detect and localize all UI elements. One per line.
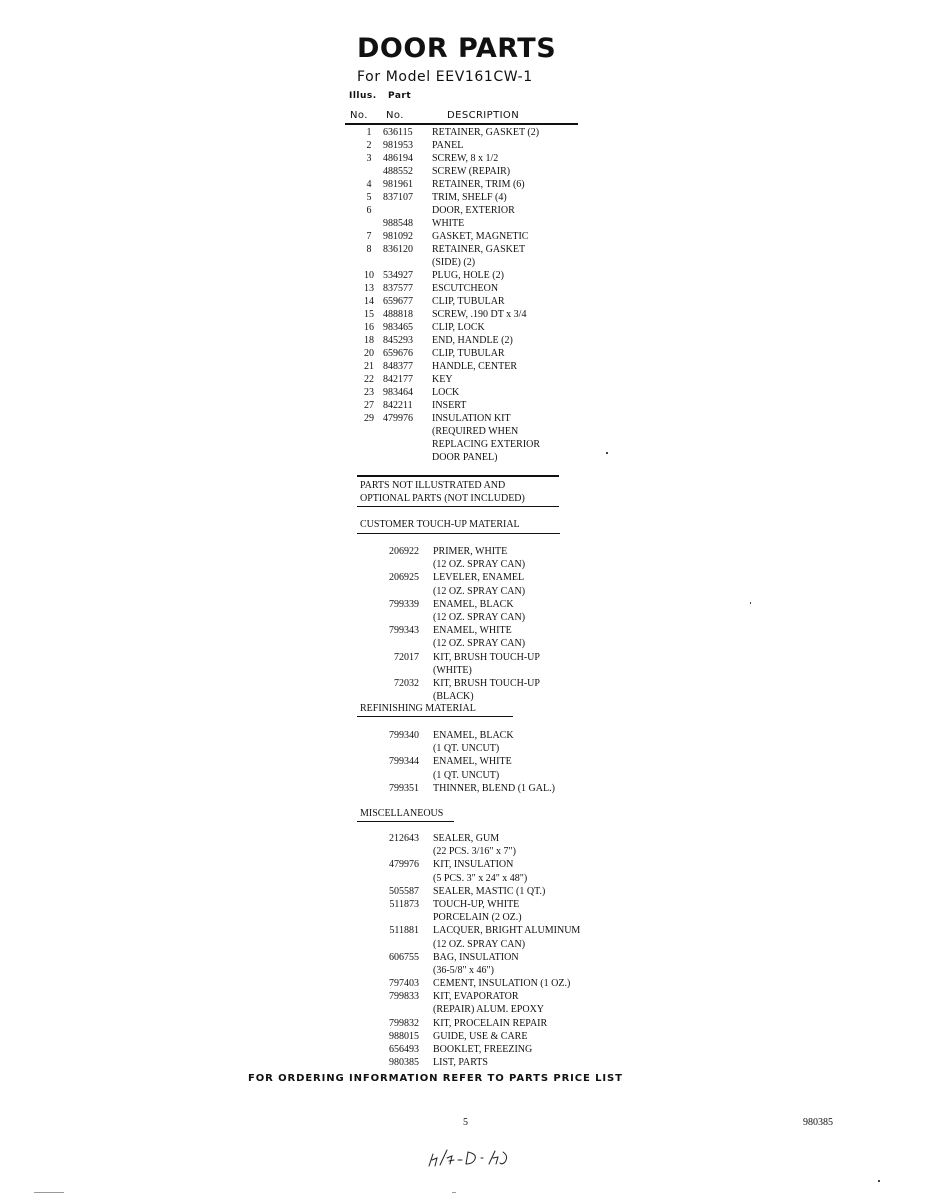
table-row [360, 178, 620, 191]
table-row [360, 139, 620, 152]
part-number: 799833 [389, 991, 419, 1003]
table-row [360, 191, 620, 204]
list-item [383, 872, 623, 885]
col-header-illus: Illus. [349, 91, 377, 101]
part-description: THINNER, BLEND (1 GAL.) [433, 782, 555, 794]
part-description: GASKET, MAGNETIC [432, 231, 529, 242]
page-title: DOOR PARTS [357, 33, 557, 64]
table-row [360, 386, 620, 399]
list-item [383, 677, 623, 690]
part-number: 799351 [389, 782, 419, 794]
table-row [360, 360, 620, 373]
part-description: KIT, PROCELAIN REPAIR [433, 1017, 548, 1029]
list-item [383, 832, 623, 845]
scan-speck [606, 452, 608, 454]
illus-number: 4 [366, 179, 372, 190]
list-item [383, 558, 623, 571]
part-description: SCREW (REPAIR) [432, 166, 511, 177]
list-item [383, 1043, 623, 1056]
table-row [360, 126, 620, 139]
part-number: 981953 [383, 140, 413, 151]
part-number: 72032 [394, 677, 419, 689]
list-item [383, 571, 623, 584]
part-description: CLIP, TUBULAR [432, 296, 505, 307]
part-number: 799344 [389, 756, 419, 768]
part-description: (5 PCS. 3" x 24" x 48") [433, 872, 528, 884]
part-description: ENAMEL, BLACK [433, 598, 514, 610]
part-number: 988015 [389, 1030, 419, 1042]
table-row [360, 204, 620, 217]
list-item [383, 964, 623, 977]
part-description: KIT, EVAPORATOR [433, 991, 519, 1003]
part-number: 206922 [389, 546, 419, 557]
part-description: REPLACING EXTERIOR [432, 439, 541, 450]
list-item [383, 651, 623, 664]
part-description: HANDLE, CENTER [432, 361, 517, 372]
ordering-note: FOR ORDERING INFORMATION REFER TO PARTS PRICE LIST [248, 1073, 623, 1084]
list-item [383, 729, 623, 742]
part-number: 836120 [383, 244, 413, 255]
part-description: SEALER, GUM [433, 833, 500, 844]
part-description: DOOR, EXTERIOR [432, 205, 515, 216]
list-item [383, 951, 623, 964]
part-number: 848377 [383, 361, 413, 372]
header-rule [345, 123, 578, 125]
list-item [383, 938, 623, 951]
part-description: LIST, PARTS [433, 1057, 488, 1069]
part-description: ENAMEL, WHITE [433, 756, 512, 768]
table-row [360, 295, 620, 308]
part-description: TRIM, SHELF (4) [432, 192, 507, 203]
part-description: LEVELER, ENAMEL [433, 572, 525, 584]
part-description: (12 OZ. SPRAY CAN) [433, 585, 526, 597]
list-item [383, 637, 623, 650]
table-row [360, 347, 620, 360]
table-row [360, 230, 620, 243]
touchup-rule [357, 533, 560, 534]
list-item [383, 924, 623, 937]
part-number: 72017 [394, 651, 419, 663]
illus-number: 23 [364, 387, 374, 398]
table-row [360, 373, 620, 386]
part-description: (BLACK) [433, 691, 474, 703]
part-description: END, HANDLE (2) [432, 335, 513, 346]
part-number: 534927 [383, 270, 413, 281]
part-description: (12 OZ. SPRAY CAN) [433, 559, 526, 571]
part-number: 842177 [383, 374, 413, 385]
illus-number: 15 [364, 309, 374, 320]
list-item [383, 585, 623, 598]
illus-number: 18 [364, 335, 374, 346]
list-item [383, 885, 623, 898]
part-description: (REQUIRED WHEN [432, 426, 519, 437]
part-description: (36-5/8" x 46") [433, 964, 494, 976]
misc-heading: MISCELLANEOUS [360, 808, 444, 819]
part-number: 981961 [383, 179, 413, 190]
col-header-part: Part [388, 91, 412, 101]
part-number: 486194 [383, 153, 413, 164]
part-number: 488552 [383, 166, 413, 177]
part-number: 983465 [383, 322, 413, 333]
part-description: SCREW, 8 x 1/2 [432, 153, 499, 164]
list-item [383, 1056, 623, 1069]
misc-list [383, 832, 623, 1069]
list-item [383, 911, 623, 924]
list-item [383, 845, 623, 858]
list-item [383, 611, 623, 624]
part-number: 842211 [383, 400, 413, 411]
part-description: INSERT [432, 400, 467, 411]
model-subtitle: For Model EEV161CW-1 [357, 69, 533, 85]
part-description: KIT, BRUSH TOUCH-UP [433, 677, 540, 689]
part-number: 212643 [389, 833, 419, 844]
illus-number: 8 [366, 244, 372, 255]
list-item [383, 1017, 623, 1030]
illus-number: 20 [364, 348, 374, 359]
part-description: KIT, BRUSH TOUCH-UP [433, 651, 540, 663]
table-row [360, 152, 620, 165]
illus-number: 21 [364, 361, 374, 372]
table-row [360, 399, 620, 412]
illus-number: 27 [364, 400, 374, 411]
part-number: 837107 [383, 192, 413, 203]
part-description: (1 QT. UNCUT) [433, 769, 500, 781]
part-description: TOUCH-UP, WHITE [433, 898, 520, 910]
col-header-part-no: No. [386, 110, 404, 121]
part-number: 659676 [383, 348, 413, 359]
part-description: SEALER, MASTIC (1 QT.) [433, 885, 546, 897]
table-row [360, 308, 620, 321]
illus-number: 13 [364, 283, 374, 294]
not-illustrated-note [360, 479, 525, 505]
part-description: PORCELAIN (2 OZ.) [433, 912, 522, 924]
part-description: (12 OZ. SPRAY CAN) [433, 611, 526, 623]
refinishing-list [383, 729, 623, 795]
part-description: CEMENT, INSULATION (1 OZ.) [433, 978, 571, 990]
scan-speck [452, 1192, 456, 1193]
refinishing-rule [357, 716, 513, 717]
table-row [360, 425, 620, 438]
list-item [383, 977, 623, 990]
part-number: 479976 [389, 859, 419, 871]
part-description: RETAINER, GASKET [432, 244, 526, 255]
part-description: (WHITE) [433, 664, 472, 676]
part-description: (12 OZ. SPRAY CAN) [433, 938, 526, 950]
list-item [383, 598, 623, 611]
illus-number: 2 [366, 140, 372, 151]
part-number: 206925 [389, 572, 419, 584]
part-description: CLIP, LOCK [432, 322, 485, 333]
part-number: 636115 [383, 127, 413, 138]
document-number: 980385 [803, 1117, 833, 1128]
table-row [360, 451, 620, 464]
not-illustrated-line-2: OPTIONAL PARTS (NOT INCLUDED) [360, 493, 525, 504]
part-number: 606755 [389, 951, 419, 963]
list-item [383, 545, 623, 558]
part-number: 488818 [383, 309, 413, 320]
part-description: ENAMEL, BLACK [433, 730, 514, 741]
part-description: PLUG, HOLE (2) [432, 270, 504, 281]
part-description: LOCK [432, 387, 460, 398]
part-description: BOOKLET, FREEZING [433, 1044, 533, 1055]
part-number: 980385 [389, 1057, 419, 1069]
part-description: RETAINER, TRIM (6) [432, 179, 525, 190]
part-description: (22 PCS. 3/16" x 7") [433, 846, 516, 858]
part-description: GUIDE, USE & CARE [433, 1030, 528, 1042]
list-item [383, 664, 623, 677]
handwritten-signature [425, 1144, 525, 1170]
list-item [383, 742, 623, 755]
part-number: 479976 [383, 413, 413, 424]
illus-number: 10 [364, 270, 374, 281]
part-description: RETAINER, GASKET (2) [432, 127, 540, 138]
part-description: KEY [432, 374, 453, 385]
part-description: CLIP, TUBULAR [432, 348, 505, 359]
part-description: (12 OZ. SPRAY CAN) [433, 638, 526, 650]
table-row [360, 438, 620, 451]
misc-rule [357, 821, 454, 822]
not-illustrated-line-1: PARTS NOT ILLUSTRATED AND [360, 480, 506, 491]
list-item [383, 990, 623, 1003]
list-item [383, 755, 623, 768]
part-number: 981092 [383, 231, 413, 242]
table-row [360, 412, 620, 425]
part-description: INSULATION KIT [432, 413, 511, 424]
touchup-heading: CUSTOMER TOUCH-UP MATERIAL [360, 519, 520, 530]
parts-list [360, 126, 620, 464]
list-item [383, 769, 623, 782]
col-header-no: No. [350, 110, 368, 121]
part-number: 799339 [389, 598, 419, 610]
part-description: (SIDE) (2) [432, 257, 476, 268]
list-item [383, 782, 623, 795]
illus-number: 5 [366, 192, 372, 203]
part-description: PANEL [432, 140, 464, 151]
refinishing-heading: REFINISHING MATERIAL [360, 703, 476, 714]
illus-number: 16 [364, 322, 374, 333]
table-row [360, 217, 620, 230]
part-description: (REPAIR) ALUM. EPOXY [433, 1004, 545, 1016]
illus-number: 7 [366, 231, 372, 242]
scan-speck [750, 602, 751, 604]
part-description: LACQUER, BRIGHT ALUMINUM [433, 925, 581, 937]
table-row [360, 165, 620, 178]
table-row [360, 334, 620, 347]
part-number: 659677 [383, 296, 413, 307]
illus-number: 14 [364, 296, 374, 307]
list-item [383, 624, 623, 637]
part-number: 837577 [383, 283, 413, 294]
list-item [383, 858, 623, 871]
part-description: BAG, INSULATION [433, 951, 519, 963]
illus-number: 29 [364, 413, 374, 424]
part-number: 799343 [389, 625, 419, 637]
col-header-description: DESCRIPTION [447, 110, 520, 121]
part-description: WHITE [432, 218, 465, 229]
illus-number: 6 [366, 205, 372, 216]
part-number: 983464 [383, 387, 413, 398]
touchup-list [383, 545, 623, 703]
part-description: (1 QT. UNCUT) [433, 743, 500, 755]
illus-number: 22 [364, 374, 374, 385]
part-number: 988548 [383, 218, 413, 229]
part-description: PRIMER, WHITE [433, 546, 508, 557]
illus-number: 1 [366, 127, 372, 138]
part-number: 799832 [389, 1017, 419, 1029]
part-number: 797403 [389, 978, 419, 990]
part-number: 845293 [383, 335, 413, 346]
part-number: 656493 [389, 1044, 419, 1055]
part-number: 511873 [389, 898, 419, 910]
table-row [360, 243, 620, 256]
scan-speck [878, 1180, 880, 1182]
part-number: 511881 [389, 925, 419, 937]
list-item [383, 1003, 623, 1016]
part-description: SCREW, .190 DT x 3/4 [432, 309, 527, 320]
part-description: ESCUTCHEON [432, 283, 499, 294]
part-description: ENAMEL, WHITE [433, 625, 512, 637]
part-number: 505587 [389, 885, 419, 897]
table-row [360, 256, 620, 269]
list-item [383, 898, 623, 911]
part-number: 799340 [389, 730, 419, 741]
illus-number: 3 [366, 153, 372, 164]
table-row [360, 321, 620, 334]
page-number: 5 [463, 1117, 468, 1128]
part-description: DOOR PANEL) [432, 452, 498, 463]
table-row [360, 282, 620, 295]
table-row [360, 269, 620, 282]
part-description: KIT, INSULATION [433, 859, 514, 871]
scan-speck [34, 1192, 64, 1193]
list-item [383, 1030, 623, 1043]
not-illustrated-top-rule [357, 475, 559, 477]
not-illustrated-bottom-rule [357, 506, 559, 507]
